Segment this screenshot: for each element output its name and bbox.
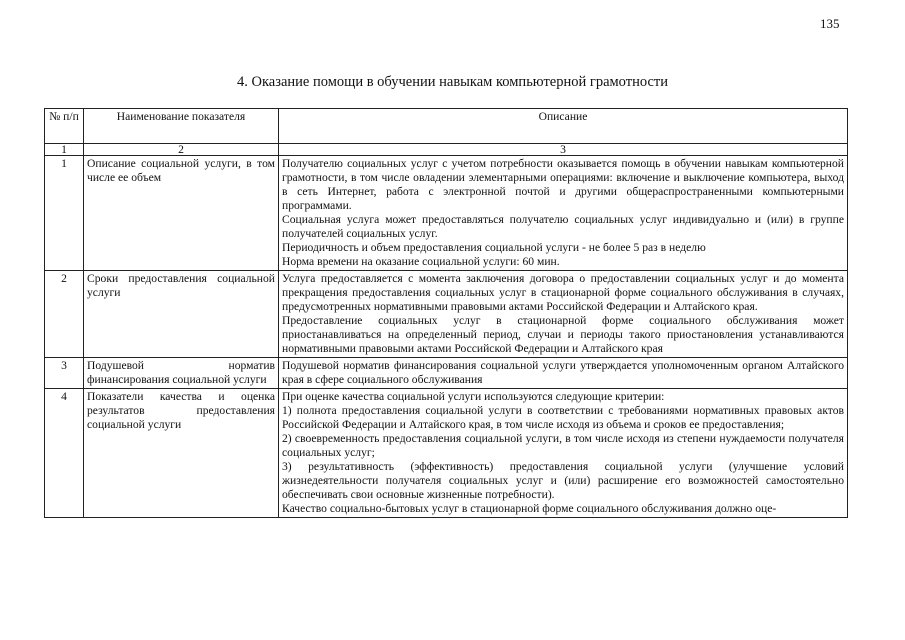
page-number: 135 <box>820 16 840 31</box>
row-number: 2 <box>45 271 84 358</box>
row-number: 4 <box>45 389 84 518</box>
column-number-row <box>45 144 848 156</box>
description-paragraph: 2) своевременность предоставления социальной услуги, в том числе исходя из степени нуждаемости получателя социальных услуг; <box>282 432 844 459</box>
description-paragraph: Получателю социальных услуг с учетом потребности оказывается помощь в обучении навыкам компьютерной грамотности, в том числе овладении элементарными операциями: включение и выключение компьютера, выход в сеть Интернет, работа с электронной почтой и другими общераспространенными компьютерными программами. <box>282 157 844 212</box>
description-paragraph: Подушевой норматив финансирования социальной услуги утверждается уполномоченным органом Алтайского края в сфере социального обслуживания <box>282 359 844 386</box>
indicator-name: Сроки предоставления социальной услуги <box>84 271 279 358</box>
description-paragraph: Норма времени на оказание социальной услуги: 60 мин. <box>282 255 560 268</box>
indicator-description <box>279 389 848 518</box>
description-paragraph: Предоставление социальных услуг в стационарной форме социального обслуживания может приостанавливаться на определенный период, случаи и периоды такого приостановления устанавливаются нормативными правовыми актами Российской Федерации и Алтайского края <box>282 314 844 355</box>
description-paragraph: Качество социально-бытовых услуг в стационарной форме социального обслуживания должно оце- <box>282 502 777 515</box>
description-paragraph: При оценке качества социальной услуги используются следующие критерии: <box>282 390 665 403</box>
header-indicator-name: Наименование показателя <box>84 109 279 144</box>
indicator-name: Показатели качества и оценка результатов предоставления социальной услуги <box>84 389 279 518</box>
row-number: 3 <box>45 358 84 389</box>
column-number: 2 <box>84 144 279 156</box>
column-number: 1 <box>45 144 84 156</box>
table-row <box>45 271 848 358</box>
table-row <box>45 389 848 518</box>
row-number: 1 <box>45 156 84 271</box>
header-description: Описание <box>279 109 848 144</box>
description-paragraph: 3) результативность (эффективность) предоставления социальной услуги (улучшение условий жизнедеятельности получателя социальных услуг и (или) расширение его возможностей самостоятельно обеспечивать свои основные жизненные потребности). <box>282 460 844 501</box>
column-number: 3 <box>279 144 848 156</box>
section-title: 4. Оказание помощи в обучении навыкам компьютерной грамотности <box>237 74 668 90</box>
description-paragraph: Социальная услуга может предоставляться получателю социальных услуг индивидуально и (или) в группе получателей социальных услуг. <box>282 213 844 240</box>
indicator-description <box>279 358 848 389</box>
indicator-description <box>279 156 848 271</box>
description-paragraph: 1) полнота предоставления социальной услуги в соответствии с требованиями нормативных правовых актов Российской Федерации и Алтайского края, в том числе исходя из объема и сроков ее предоставления; <box>282 404 844 431</box>
indicator-table <box>44 108 848 518</box>
description-paragraph: Услуга предоставляется с момента заключения договора о предоставлении социальных услуг и до момента прекращения предоставления социальных услуг в стационарной форме социального обслуживания в случаях, предусмотренных нормативными правовыми актами Российской Федерации и Алтайского края. <box>282 272 844 313</box>
indicator-name: Описание социальной услуги, в том числе ее объем <box>84 156 279 271</box>
indicator-name: Подушевой норматив финансирования социальной услуги <box>84 358 279 389</box>
description-paragraph: Периодичность и объем предоставления социальной услуги - не более 5 раз в неделю <box>282 241 706 254</box>
table-row <box>45 156 848 271</box>
header-number: № п/п <box>45 109 84 144</box>
table-header-row <box>45 109 848 144</box>
table-row <box>45 358 848 389</box>
indicator-description <box>279 271 848 358</box>
